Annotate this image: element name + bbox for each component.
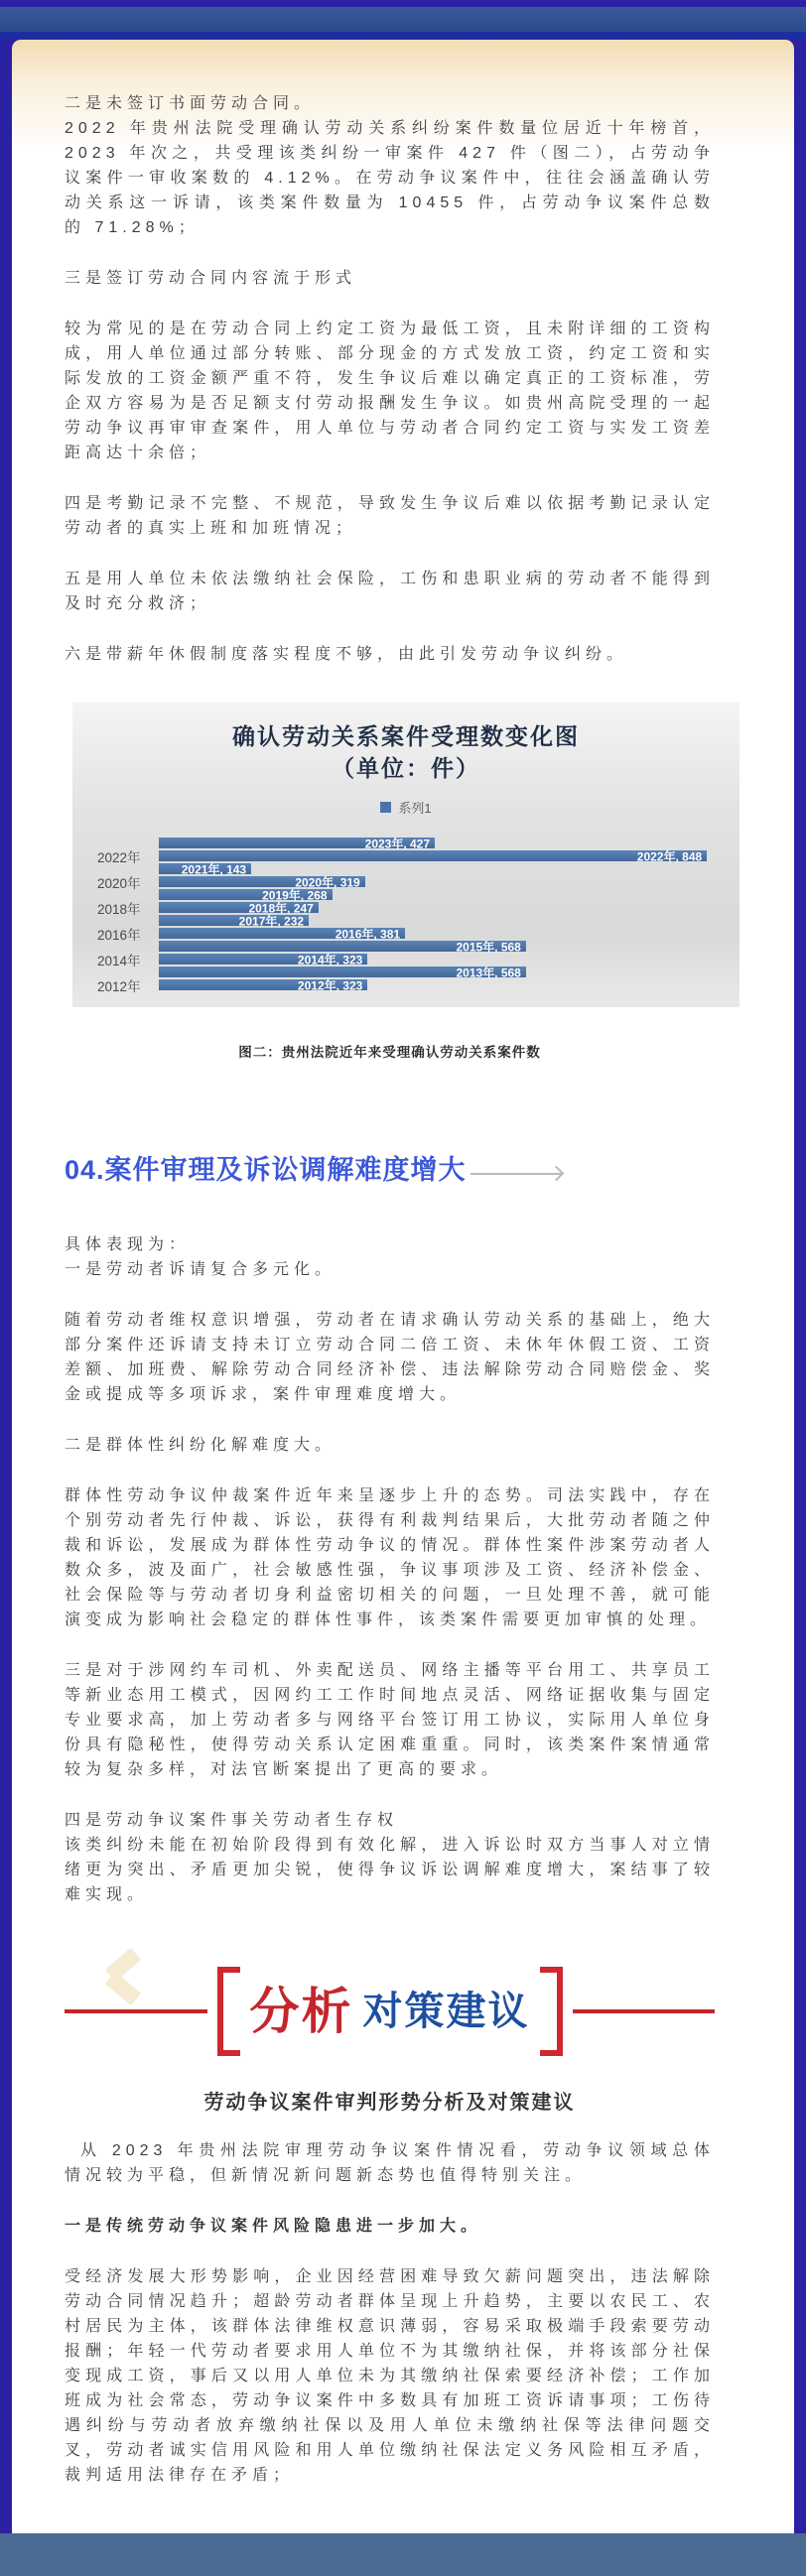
body-paragraph-6: 六是带薪年休假制度落实程度不够，由此引发劳动争议纠纷。 (65, 646, 628, 663)
arrow-right-icon (470, 1173, 562, 1175)
chart-bar-row (97, 978, 715, 994)
body-paragraph-3: 较为常见的是在劳动合同上约定工资为最低工资，且未附详细的工资构成，用人单位通过部分转账、部分现金的方式发放工资，约定工资和实际发放的工资金额严重不符，发生争议后难以确定真正的工资标准，劳企双方容易为是否足额支付劳动报酬发生争议。如贵州高院受理的一起劳动争议再审审查案件，用人单位与劳动者合同约定工资与实发工资差距高达十余倍； (65, 321, 715, 461)
section-04-title: 04.案件审理及诉讼调解难度增大 (65, 1155, 467, 1185)
body-paragraph-5: 五是用人单位未依法缴纳社会保险，工伤和患职业病的劳动者不能得到及时充分救济； (65, 571, 715, 612)
chart-bar-row (97, 953, 715, 966)
analysis-title-banner (65, 1967, 715, 2056)
bar (159, 915, 309, 926)
section-04-paragraph-4 (65, 1808, 715, 1907)
chart-bar-row (97, 940, 715, 953)
chart-title: 确认劳动关系案件受理数变化图 (232, 723, 580, 749)
section-04-header (65, 1148, 715, 1187)
point-4-title: 四是劳动争议案件事关劳动者生存权 (65, 1812, 399, 1829)
y-axis-tick-label: 2012年 (97, 978, 141, 994)
chart-bar-row (97, 837, 715, 849)
section-04-paragraph-3: 三是对于涉网约车司机、外卖配送员、网络主播等平台用工、共享员工等新业态用工模式，因网约工工作时间地点灵活、网络证据收集与固定专业要求高，加上劳动者多与网络平台签订用工协议，实际用人单位身份具有隐秘性，使得劳动关系认定困难重重。同时，该类案件案情通常较为复杂多样，对法官断案提出了更高的要求。 (65, 1662, 715, 1778)
bar-data-label: 2012年, 323 (297, 978, 363, 992)
bracket-right-icon (540, 1967, 563, 2056)
bar-data-label: 2016年, 381 (335, 927, 401, 941)
bar (159, 954, 367, 965)
chart-bar-row (97, 862, 715, 875)
section-04-point-2-title: 二是群体性纠纷化解难度大。 (65, 1437, 336, 1454)
bar-track (159, 837, 715, 848)
y-axis-tick-label: 2022年 (97, 849, 141, 865)
top-banner-dark-strip (0, 32, 806, 40)
page-background-strip (0, 0, 806, 7)
paragraph-title: 二是未签订书面劳动合同。 (65, 95, 316, 112)
bar-data-label: 2023年, 427 (364, 837, 431, 850)
analysis-subtitle: 劳动争议案件审判形势分析及对策建议 (203, 2092, 576, 2114)
bar-data-label: 2019年, 268 (262, 888, 328, 902)
bracket-left-icon (217, 1967, 240, 2056)
y-axis-tick-label: 2020年 (97, 875, 141, 891)
analysis-section (65, 1967, 715, 2488)
footer-band (0, 2533, 806, 2576)
chart-bar-row (97, 966, 715, 978)
chart-plot-area (97, 837, 715, 994)
bar-track (159, 876, 715, 887)
bar-data-label: 2017年, 232 (238, 914, 305, 928)
bar (159, 928, 405, 939)
content-card (12, 40, 794, 2533)
chart-legend (97, 798, 715, 817)
chevron-watermark-icon (96, 1949, 156, 2008)
bar-track (159, 928, 715, 939)
bar-track (159, 941, 715, 952)
bar-data-label: 2020年, 319 (295, 875, 360, 889)
chart-bar-row (97, 901, 715, 917)
section-04-paragraph-1: 随着劳动者维权意识增强，劳动者在请求确认劳动关系的基础上，绝大部分案件还诉请支持未订立劳动合同二倍工资、未休年休假工资、工资差额、加班费、解除劳动合同经济补偿、违法解除劳动合同赔偿金、奖金或提成等多项诉求，案件审理难度增大。 (65, 1312, 715, 1403)
divider-line-right (573, 2009, 716, 2013)
chart-subtitle: （单位：件） (332, 755, 480, 781)
y-axis-tick-label: 2016年 (97, 927, 141, 943)
bar-data-label: 2015年, 568 (456, 940, 521, 954)
paragraph-text: 2022 年贵州法院受理确认劳动关系纠纷案件数量位居近十年榜首，2023 年次之，共受理该类纠纷一审案件 427 件（图二），占劳动争议案件一审收案数的 4.12%。在劳动争议案件中，往往会涵盖确认劳动关系这一诉请，该类案件数量为 10455 件，占劳动争议案件总数的 71.28%； (65, 120, 715, 236)
analysis-badge-blue: 对策建议 (362, 1990, 530, 2033)
y-axis-tick-label: 2014年 (97, 953, 141, 968)
bar (159, 863, 251, 874)
bar-data-label: 2021年, 143 (181, 862, 247, 876)
chart-bar-row (97, 914, 715, 927)
analysis-point-1-title: 一是传统劳动争议案件风险隐患进一步加大。 (65, 2218, 482, 2235)
top-banner (0, 7, 806, 32)
bar-data-label: 2022年, 848 (636, 849, 703, 863)
chart-bar-row (97, 888, 715, 901)
bar (159, 837, 435, 848)
lead-line-2: 一是劳动者诉请复合多元化。 (65, 1261, 336, 1278)
point-4-text: 该类纠纷未能在初始阶段得到有效化解，进入诉讼时双方当事人对立情绪更为突出、矛盾更加尖锐，使得争议诉讼调解难度增大，案结事了较难实现。 (65, 1837, 715, 1903)
chart-caption: 图二：贵州法院近年来受理确认劳动关系案件数 (238, 1045, 541, 1060)
analysis-badge-red: 分析 (249, 1984, 353, 2039)
body-paragraph-2 (65, 91, 715, 240)
analysis-point-1-body: 受经济发展大形势影响，企业因经营困难导致欠薪问题突出，违法解除劳动合同情况趋升；超龄劳动者群体呈现上升趋势，主要以农民工、农村居民为主体，该群体法律维权意识薄弱，容易采取极端手段索要劳动报酬；年轻一代劳动者要求用人单位不为其缴纳社保，并将该部分社保变现成工资，事后又以用人单位未为其缴纳社保索要经济补偿；工作加班成为社会常态，劳动争议案件中多数具有加班工资诉请事项；工伤待遇纠纷与劳动者放弃缴纳社保以及用人单位未缴纳社保等法律问题交叉，劳动者诚实信用风险和用人单位缴纳社保法定义务风险相互矛盾，裁判适用法律存在矛盾； (65, 2268, 715, 2484)
bar-track (159, 966, 715, 977)
legend-label: 系列1 (398, 801, 432, 816)
body-paragraph-3-title: 三是签订劳动合同内容流于形式 (65, 270, 357, 287)
chart-bar-row (97, 927, 715, 943)
bar-data-label: 2018年, 247 (248, 901, 314, 915)
bar-track (159, 889, 715, 900)
section-04-paragraph-2: 群体性劳动争议仲裁案件近年来呈逐步上升的态势。司法实践中，存在个别劳动者先行仲裁、诉讼，获得有利裁判结果后，大批劳动者随之仲裁和诉讼，发展成为群体性劳动争议的情况。群体性案件涉案劳动者人数众多，波及面广，社会敏感性强，争议事项涉及工资、经济补偿金、社会保险等与劳动者切身利益密切相关的问题，一旦处理不善，就可能演变成为影响社会稳定的群体性事件，该类案件需要更加审慎的处理。 (65, 1487, 715, 1628)
bar-chart (72, 703, 739, 1007)
bar (159, 979, 367, 990)
bar-data-label: 2013年, 568 (456, 966, 521, 979)
y-axis-tick-label: 2018年 (97, 901, 141, 917)
legend-swatch-icon (380, 802, 391, 813)
divider-line-left (65, 2009, 207, 2013)
body-paragraph-4: 四是考勤记录不完整、不规范，导致发生争议后难以依据考勤记录认定劳动者的真实上班和加班情况； (65, 495, 715, 537)
bar-track (159, 863, 715, 874)
bar-track (159, 915, 715, 926)
analysis-intro: 从 2023 年贵州法院审理劳动争议案件情况看，劳动争议领域总体情况较为平稳，但新情况新问题新态势也值得特别关注。 (65, 2142, 715, 2184)
bar-track (159, 954, 715, 965)
lead-line-1: 具体表现为： (65, 1236, 191, 1253)
section-04-lead (65, 1232, 715, 1282)
bar-track (159, 979, 715, 990)
bar-data-label: 2014年, 323 (297, 953, 363, 966)
chart-bar-row (97, 875, 715, 891)
